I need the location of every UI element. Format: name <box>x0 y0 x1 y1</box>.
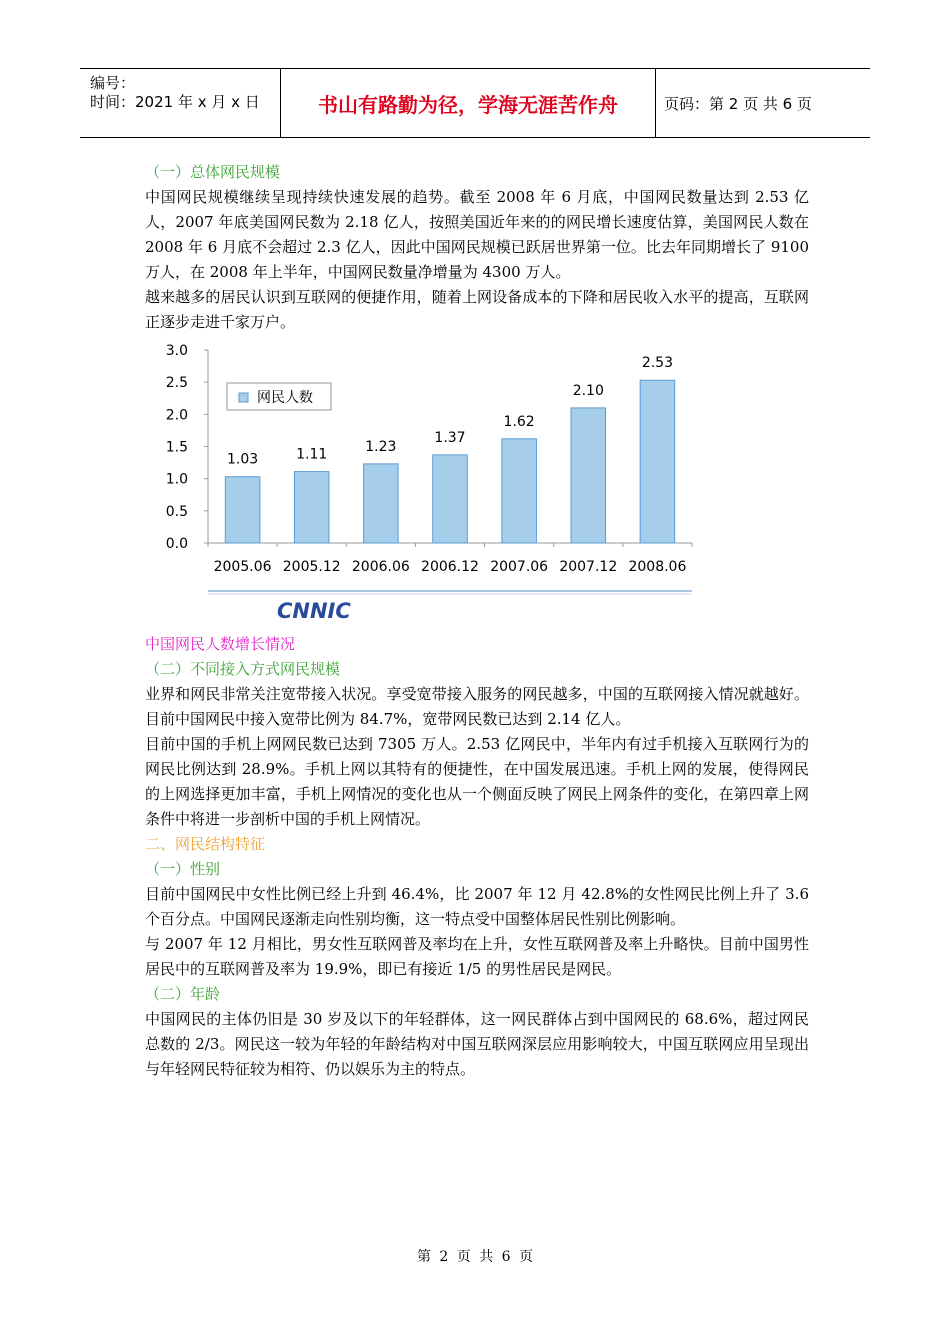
section-heading: （一）总体网民规模 <box>145 163 281 181</box>
x-tick-label: 2005.12 <box>282 559 341 575</box>
x-tick-label: 2008.06 <box>628 559 687 575</box>
section-heading: （一）性别 <box>145 860 221 878</box>
bar-value-label: 1.11 <box>296 446 328 463</box>
bar-value-label: 2.10 <box>572 382 604 399</box>
paragraph: 目前中国的手机上网网民数已达到 7305 万人。2.53 亿网民中，半年内有过手机接入互联网行为的网民比例达到 28.9%。手机上网以其特有的便捷性，在中国发展迅速。手机上网的发展，使得网民的上网选择更加丰富，手机上网情况的变化也从一个侧面反映了网民上网条件的变化，在第四章上网条件中将进一步剖析中国的手机上网情况。 <box>145 735 809 828</box>
section-heading: （二）不同接入方式网民规模 <box>145 660 341 678</box>
paragraph: 与 2007 年 12 月相比，男女性互联网普及率均在上升，女性互联网普及率上升略快。目前中国男性居民中的互联网普及率为 19.9%，即已有接近 1/5 的男性居民是网民。 <box>145 935 809 978</box>
bar-value-label: 2.53 <box>641 355 674 372</box>
number-label: 编号： <box>90 74 136 92</box>
section-overall-scale <box>145 160 809 335</box>
paragraph: 业界和网民非常关注宽带接入状况。享受宽带接入服务的网民越多，中国的互联网接入情况就越好。目前中国网民中接入宽带比例为 84.7%，宽带网民数已达到 2.14 亿人。 <box>145 685 809 728</box>
bar-2007.06 <box>502 439 537 543</box>
footer-text: 页 <box>519 1249 534 1265</box>
header-page-info: 页码：第 2 页 共 6 页 <box>664 94 812 113</box>
paragraph: 目前中国网民中女性比例已经上升到 46.4%，比 2007 年 12 月 42.8%的女性网民比例上升了 3.6 个百分点。中国网民逐渐走向性别均衡，这一特点受中国整体居民性别比例影响。 <box>145 885 809 928</box>
header-meta-cell <box>80 69 281 137</box>
page-header <box>80 68 870 138</box>
paragraph: 中国网民的主体仍旧是 30 岁及以下的年轻群体，这一网民群体占到中国网民的 68.6%，超过网民总数的 2/3。网民这一较为年轻的年龄结构对中国互联网深层应用影响较大，中国互联网应用呈现出与年轻网民特征较为相符、仍以娱乐为主的特点。 <box>145 1010 809 1078</box>
x-tick-label: 2007.06 <box>490 559 549 575</box>
y-tick-label: 1.0 <box>165 471 188 488</box>
y-tick-label: 1.5 <box>165 439 188 456</box>
bar-2007.12 <box>571 408 606 543</box>
section-heading: （二）年龄 <box>145 985 221 1003</box>
page-footer <box>0 1246 950 1266</box>
legend-label: 网民人数 <box>257 390 313 406</box>
bar-2006.06 <box>364 464 399 543</box>
footer-page-number: 2 <box>439 1249 449 1265</box>
chapter-heading: 二、网民结构特征 <box>145 835 266 853</box>
chart-caption: 中国网民人数增长情况 <box>145 635 296 653</box>
bar-2008.06 <box>640 380 675 543</box>
bar-value-label: 1.23 <box>365 438 397 455</box>
bar-2005.12 <box>294 472 329 543</box>
cnnic-logo-text: CNNIC <box>277 599 351 623</box>
netizen-bar-chart <box>145 338 705 630</box>
footer-text: 第 <box>416 1249 431 1265</box>
y-tick-label: 2.0 <box>165 407 188 424</box>
x-tick-label: 2006.12 <box>421 559 479 575</box>
content-part2 <box>145 632 809 1082</box>
y-tick-label: 2.5 <box>165 375 188 392</box>
header-motto: 书山有路勤为径，学海无涯苦作舟 <box>281 69 656 137</box>
footer-text: 页 <box>456 1249 471 1265</box>
x-tick-label: 2007.12 <box>559 559 618 575</box>
x-tick-label: 2005.06 <box>213 559 272 575</box>
bar-value-label: 1.62 <box>503 413 535 430</box>
footer-text: 共 <box>479 1249 494 1265</box>
legend-swatch <box>239 393 248 402</box>
paragraph: 中国网民规模继续呈现持续快速发展的趋势。截至 2008 年 6 月底，中国网民数量达到 2.53 亿人，2007 年底美国网民数为 2.18 亿人，按照美国近年来的的网民增长速度估算，美国网民人数在 2008 年 6 月底不会超过 2.3 亿人，因此中国网民规模已跃居世界第一位。比去年同期增长了 9100 万人，在 2008 年上半年，中国网民数量净增量为 4300 万人。 <box>145 188 809 281</box>
bar-value-label: 1.03 <box>226 451 259 468</box>
chart-legend <box>227 383 331 410</box>
bar-2005.06 <box>225 477 260 543</box>
cnnic-logo <box>208 591 692 623</box>
y-tick-label: 0.0 <box>165 536 188 552</box>
bar-2006.12 <box>433 455 468 543</box>
y-tick-label: 0.5 <box>165 503 188 520</box>
x-tick-label: 2006.06 <box>351 559 410 575</box>
paragraph: 越来越多的居民认识到互联网的便捷作用，随着上网设备成本的下降和居民收入水平的提高，互联网正逐步走进千家万户。 <box>145 288 809 331</box>
footer-total-pages: 6 <box>501 1249 511 1265</box>
date-label: 时间：2021 年 x 月 x 日 <box>90 93 260 111</box>
y-tick-label: 3.0 <box>165 343 188 359</box>
bar-value-label: 1.37 <box>434 429 466 446</box>
